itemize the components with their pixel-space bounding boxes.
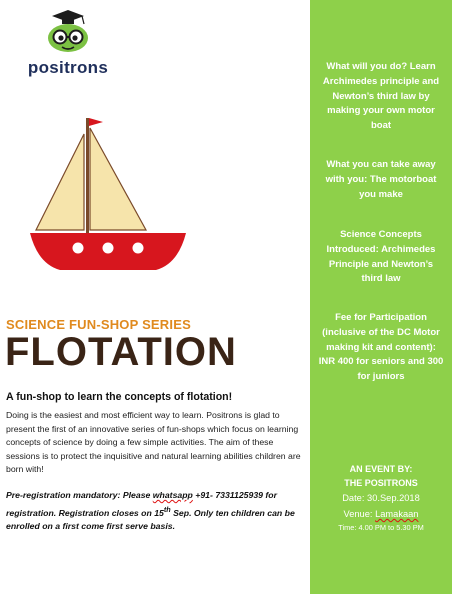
take-away-text: What you can take away with you: The motorboat you make: [325, 159, 437, 200]
prereg-text: Sep. Only ten children can be enrolled on a first come first serve basis.: [6, 507, 295, 532]
sailboat-illustration: [28, 112, 188, 282]
event-date: Date: 30.Sep.2018: [342, 493, 420, 503]
venue-prefix: Venue:: [343, 509, 376, 519]
subtitle: A fun-shop to learn the concepts of flotation!: [6, 391, 233, 403]
page-title: FLOTATION: [5, 330, 237, 374]
preregistration-note: [6, 489, 302, 534]
boat-mast: [86, 118, 89, 236]
main-sail: [90, 128, 146, 230]
boat-flag: [89, 118, 103, 126]
prereg-whatsapp: whatsapp: [152, 490, 193, 500]
positrons-logo: [18, 6, 118, 82]
venue-name: Lamakaan: [375, 509, 419, 519]
fee-text: Fee for Participation (inclusive of the DC Motor making kit and content): INR 400 for seniors and 300 for juniors: [318, 312, 444, 383]
porthole: [133, 243, 144, 254]
concepts-text: Science Concepts Introduced: Archimedes Principle and Newton’s third law: [326, 229, 436, 285]
event-venue: [318, 506, 444, 522]
prereg-text: +91- 7331125939 for registration. Registration closes on 15: [6, 490, 277, 518]
event-by-label: AN EVENT BY:: [349, 464, 413, 474]
what-you-do-text: What will you do? Learn Archimedes principle and Newton’s third law by making your own motor boat: [322, 61, 440, 132]
event-details: [318, 462, 444, 534]
porthole: [103, 243, 114, 254]
description-paragraph: Doing is the easiest and most efficient way to learn. Positrons is glad to present the first of an innovative series of fun-shops which focus on learning concepts of science by doing a few simple activities. The aim of these sessions is to protect the inquisitive and natural learning abilities children are born with!: [6, 410, 301, 475]
organizer-name: THE POSITRONS: [344, 478, 418, 488]
prereg-superscript: th: [163, 504, 171, 514]
prereg-text: Pre-registration mandatory: Please: [6, 490, 153, 500]
owl-mascot-icon: [42, 10, 94, 54]
event-time: Time: 4.00 PM to 5.30 PM: [338, 523, 424, 532]
front-sail: [36, 134, 84, 230]
porthole: [73, 243, 84, 254]
series-label: SCIENCE FUN-SHOP SERIES: [6, 317, 191, 332]
info-sidebar: [310, 0, 452, 594]
logo-wordmark: positrons: [27, 58, 109, 77]
